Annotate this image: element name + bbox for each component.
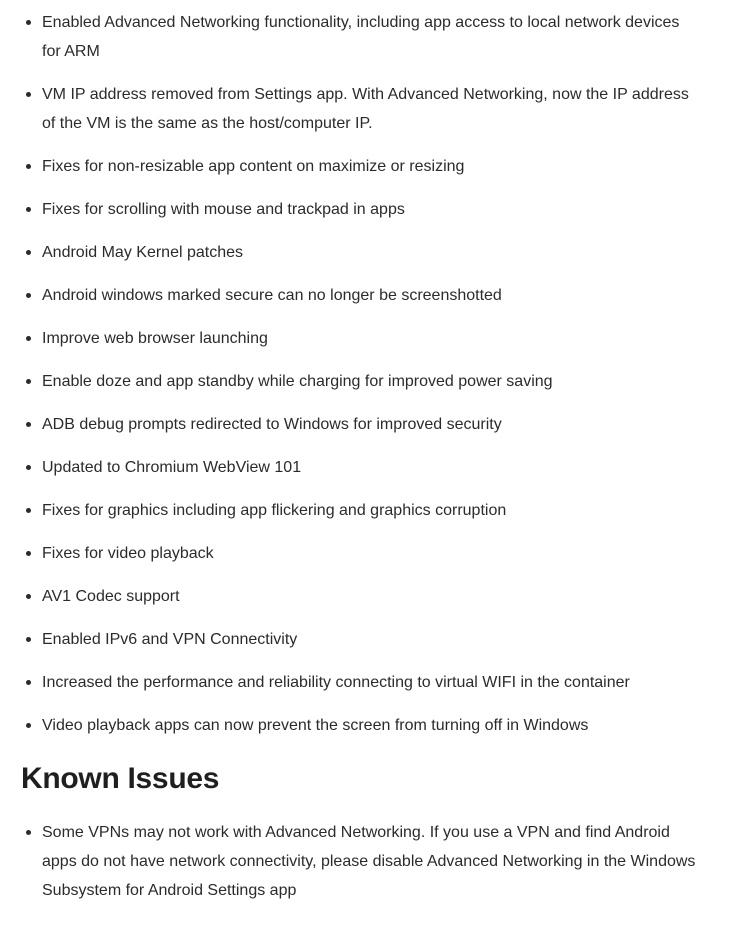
release-note-item: Improve web browser launching — [42, 324, 702, 353]
release-note-item: ADB debug prompts redirected to Windows for improved security — [42, 410, 702, 439]
release-note-item: Android May Kernel patches — [42, 238, 702, 267]
release-note-item: Enabled Advanced Networking functionality, including app access to local network devices for ARM — [42, 8, 702, 66]
known-issues-list — [21, 818, 702, 905]
release-note-item: Enable doze and app standby while charging for improved power saving — [42, 367, 702, 396]
release-note-item: VM IP address removed from Settings app. With Advanced Networking, now the IP address of the VM is the same as the host/computer IP. — [42, 80, 702, 138]
release-note-item: Fixes for non-resizable app content on maximize or resizing — [42, 152, 702, 181]
release-note-item: Updated to Chromium WebView 101 — [42, 453, 702, 482]
release-note-item: Enabled IPv6 and VPN Connectivity — [42, 625, 702, 654]
release-note-item: Fixes for graphics including app flickering and graphics corruption — [42, 496, 702, 525]
release-notes-list — [21, 8, 702, 740]
release-note-item: Increased the performance and reliability connecting to virtual WIFI in the container — [42, 668, 702, 697]
known-issue-item: Some VPNs may not work with Advanced Networking. If you use a VPN and find Android apps do not have network connectivity, please disable Advanced Networking in the Windows Subsystem for Android Settings app — [42, 818, 702, 905]
release-note-item: Video playback apps can now prevent the screen from turning off in Windows — [42, 711, 702, 740]
release-note-item: AV1 Codec support — [42, 582, 702, 611]
known-issues-heading: Known Issues — [21, 762, 220, 795]
release-note-item: Fixes for video playback — [42, 539, 702, 568]
release-note-item: Android windows marked secure can no longer be screenshotted — [42, 281, 702, 310]
release-note-item: Fixes for scrolling with mouse and trackpad in apps — [42, 195, 702, 224]
